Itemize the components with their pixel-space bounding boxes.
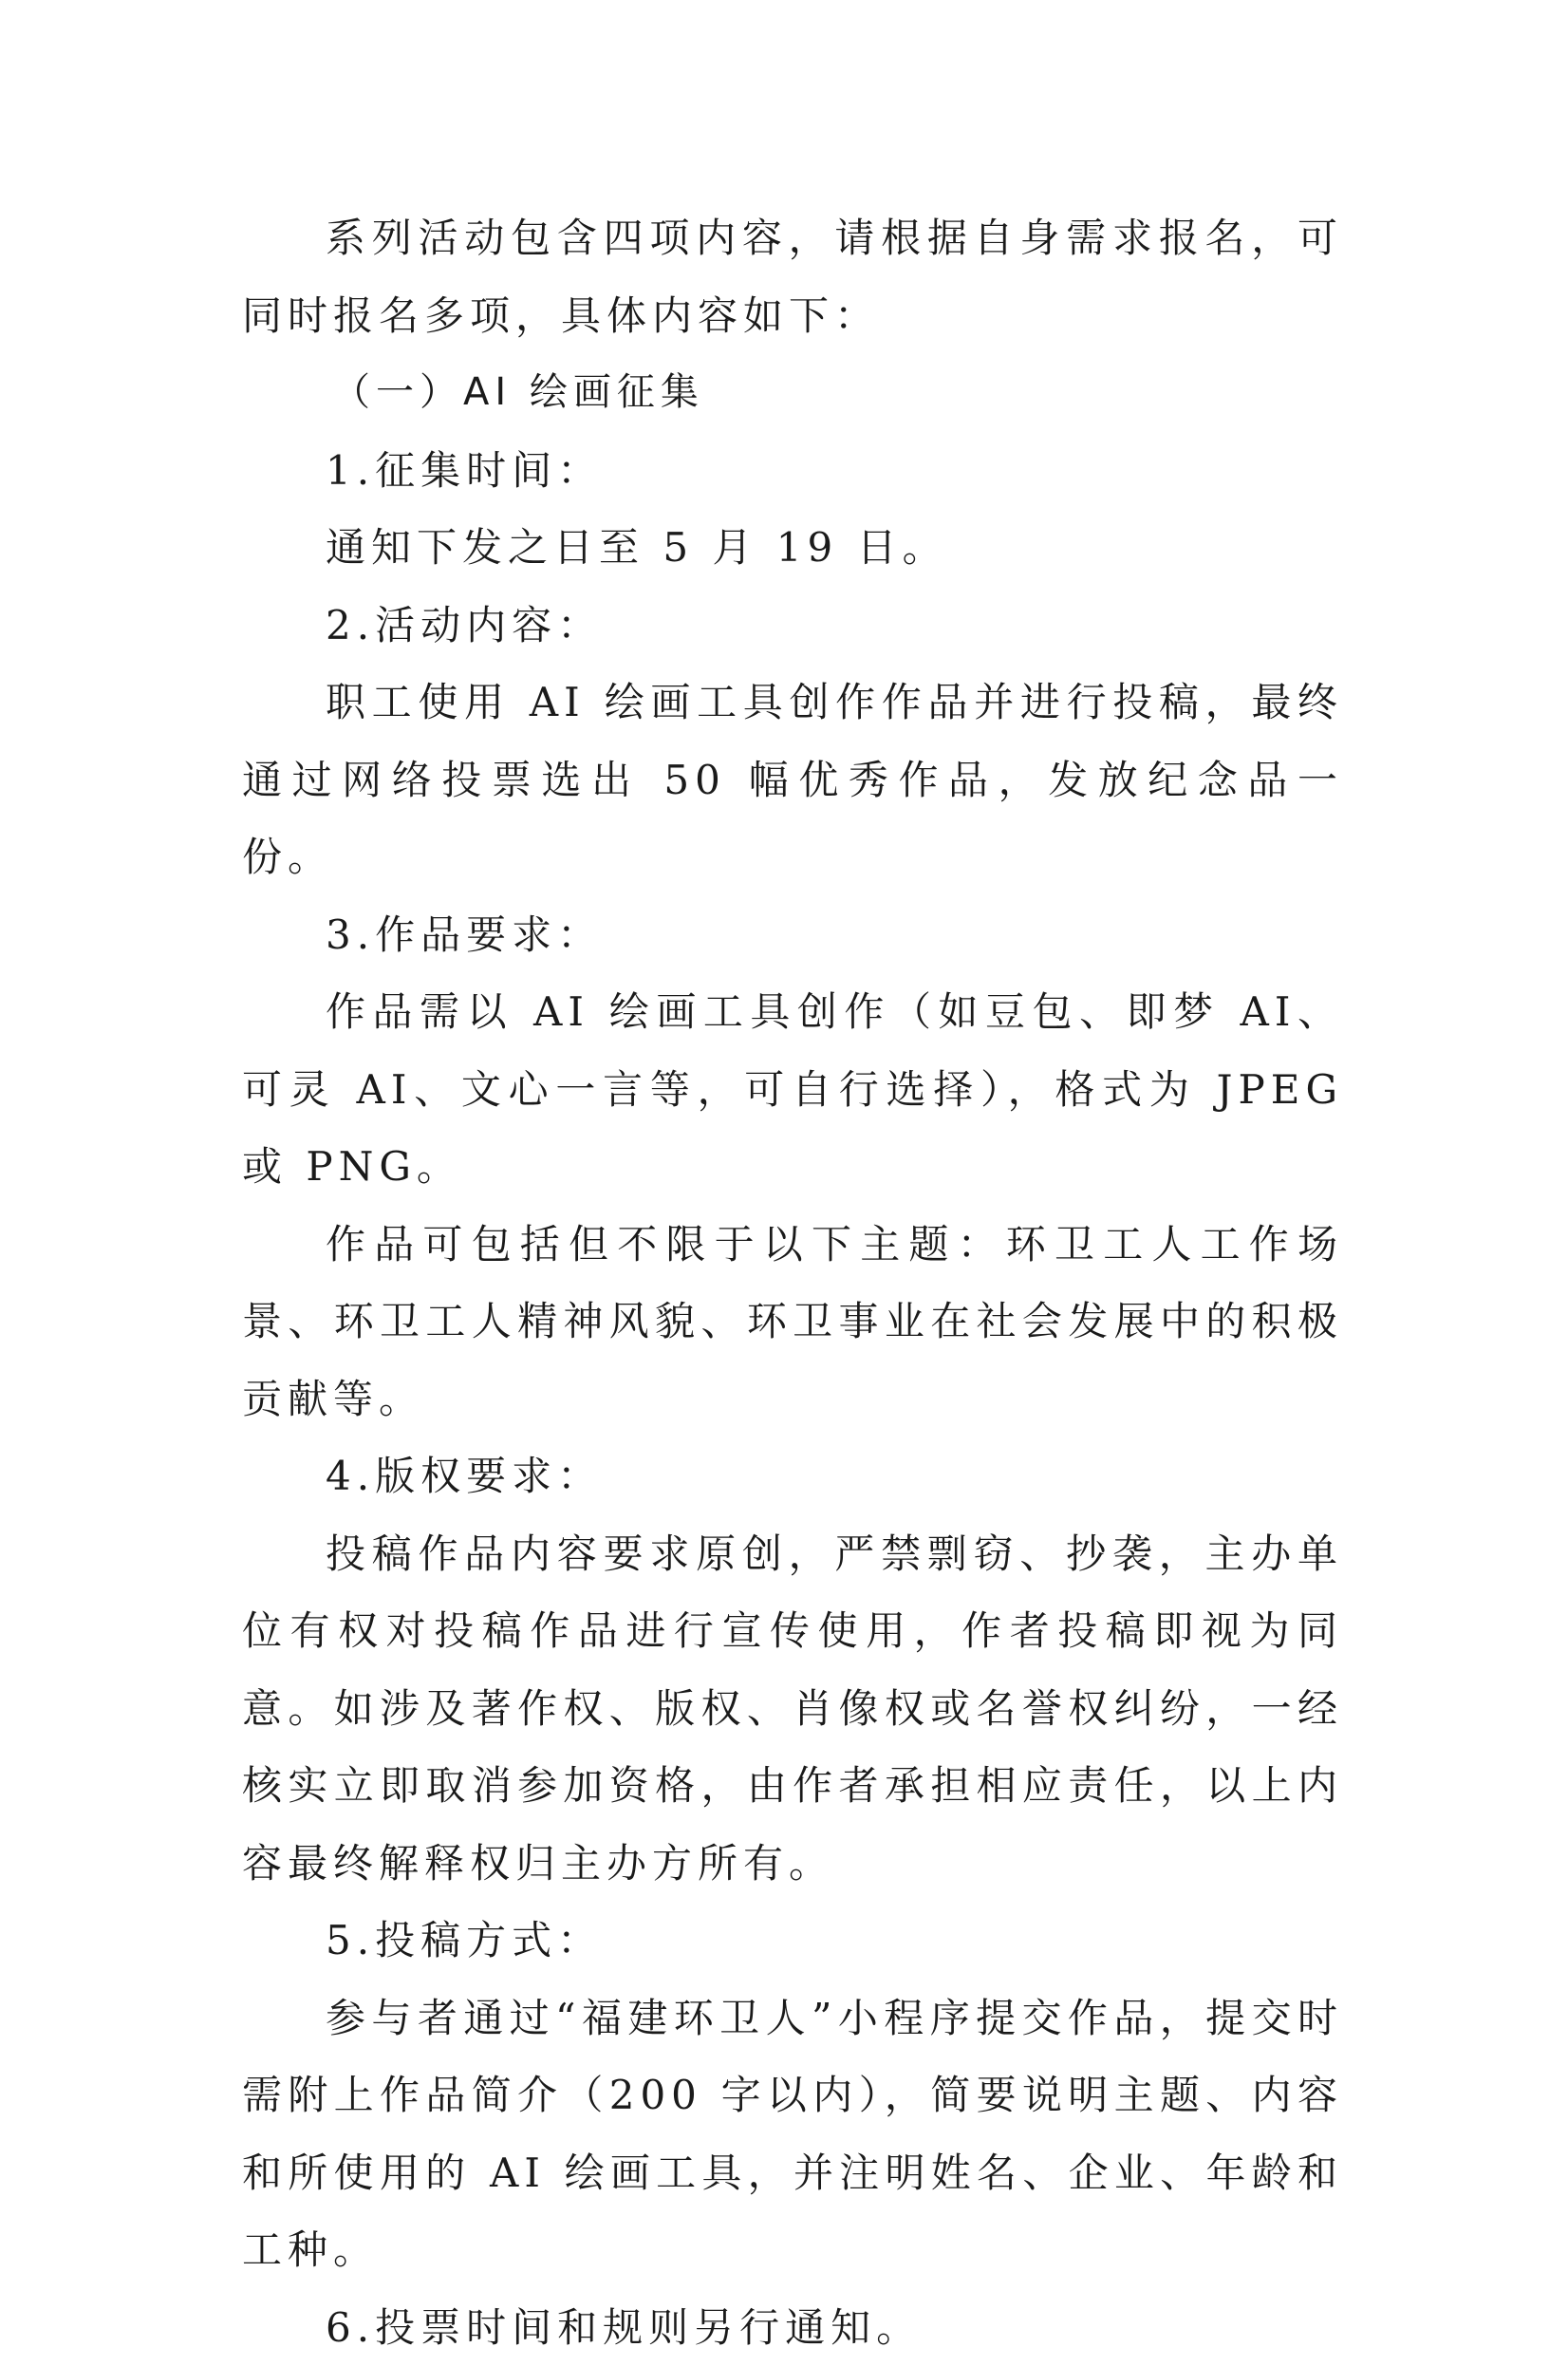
voting-notice-text: 6.投票时间和规则另行通知。 <box>242 2289 1343 2366</box>
item-label-copyright: 4.版权要求： <box>242 1437 1343 1515</box>
item-label-activity-content: 2.活动内容： <box>242 587 1343 665</box>
submission-method-text: 参与者通过“福建环卫人”小程序提交作品，提交时需附上作品简介（200 字以内），简要说明主题、内容和所使用的 AI 绘画工具，并注明姓名、企业、年龄和工种。 <box>242 1980 1343 2289</box>
document-body <box>242 199 1343 2366</box>
section-heading-ai-painting: （一）AI 绘画征集 <box>242 354 1343 432</box>
work-requirements-text: 作品需以 AI 绘画工具创作（如豆包、即梦 AI、可灵 AI、文心一言等，可自行选择），格式为 JPEG 或 PNG。 <box>242 973 1343 1206</box>
item-label-work-requirements: 3.作品要求： <box>242 896 1343 974</box>
intro-paragraph: 系列活动包含四项内容，请根据自身需求报名，可同时报名多项，具体内容如下： <box>242 199 1343 354</box>
activity-content-text: 职工使用 AI 绘画工具创作作品并进行投稿，最终通过网络投票选出 50 幅优秀作品，发放纪念品一份。 <box>242 664 1343 896</box>
copyright-text: 投稿作品内容要求原创，严禁剽窃、抄袭，主办单位有权对投稿作品进行宣传使用，作者投稿即视为同意。如涉及著作权、版权、肖像权或名誉权纠纷，一经核实立即取消参加资格，由作者承担相应责任，以上内容最终解释权归主办方所有。 <box>242 1515 1343 1903</box>
item-label-collection-time: 1.征集时间： <box>242 432 1343 510</box>
collection-time-text: 通知下发之日至 5 月 19 日。 <box>242 509 1343 587</box>
work-themes-text: 作品可包括但不限于以下主题：环卫工人工作场景、环卫工人精神风貌、环卫事业在社会发展中的积极贡献等。 <box>242 1206 1343 1438</box>
item-label-submission-method: 5.投稿方式： <box>242 1902 1343 1980</box>
